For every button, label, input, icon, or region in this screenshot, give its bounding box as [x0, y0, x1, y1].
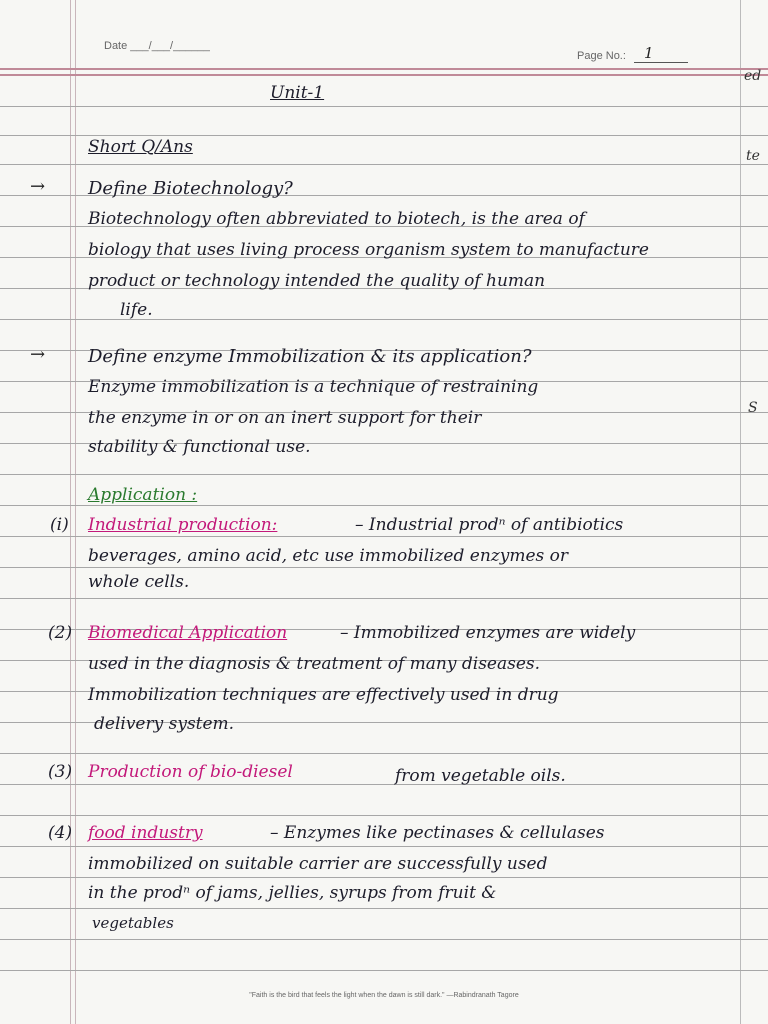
application-line: beverages, amino acid, etc use immobilized enzymes or	[88, 546, 569, 566]
ruled-line	[0, 74, 768, 76]
ruled-line	[0, 846, 768, 847]
application-heading: Application :	[88, 485, 198, 505]
edge-text: ed	[744, 68, 762, 84]
application-line: – Immobilized enzymes are widely	[340, 623, 636, 643]
answer-line: stability & functional use.	[88, 437, 311, 457]
application-line: vegetables	[92, 914, 174, 932]
application-line: delivery system.	[94, 714, 235, 734]
footer-quote: "Faith is the bird that feels the light when the dawn is still dark." —Rabindranath Tagore	[249, 992, 519, 999]
ruled-line	[0, 753, 768, 754]
right-edge-line	[740, 0, 741, 1024]
ruled-line	[0, 598, 768, 599]
question-1: Define Biotechnology?	[88, 178, 293, 199]
application-line: from vegetable oils.	[395, 766, 566, 786]
application-number: (i)	[50, 515, 69, 535]
answer-line: life.	[120, 300, 153, 320]
unit-title: Unit-1	[270, 83, 325, 103]
application-line: – Industrial prodⁿ of antibiotics	[355, 515, 624, 535]
date-label: Date ___/___/______	[104, 40, 210, 52]
application-line: used in the diagnosis & treatment of many diseases.	[88, 654, 541, 674]
application-title: Production of bio-diesel	[88, 762, 293, 782]
ruled-line	[0, 106, 768, 107]
ruled-line	[0, 908, 768, 909]
ruled-line	[0, 784, 768, 785]
application-number: (4)	[48, 823, 73, 843]
answer-line: Biotechnology often abbreviated to biotech, is the area of	[88, 209, 585, 229]
application-line: immobilized on suitable carrier are successfully used	[88, 854, 548, 874]
application-line: in the prodⁿ of jams, jellies, syrups from fruit &	[88, 883, 497, 903]
ruled-line	[0, 164, 768, 165]
application-title: food industry	[88, 823, 203, 843]
answer-line: biology that uses living process organism system to manufacture	[88, 240, 649, 260]
application-line: whole cells.	[88, 572, 190, 592]
answer-line: the enzyme in or on an inert support for their	[88, 408, 482, 428]
page-number-underline	[634, 62, 688, 63]
application-title: Industrial production:	[88, 515, 278, 535]
question-2: Define enzyme Immobilization & its application?	[88, 346, 532, 367]
ruled-line	[0, 319, 768, 320]
section-heading: Short Q/Ans	[88, 137, 193, 157]
ruled-line	[0, 68, 768, 70]
application-line: – Enzymes like pectinases & cellulases	[270, 823, 605, 843]
application-number: (3)	[48, 762, 73, 782]
ruled-line	[0, 970, 768, 971]
answer-line: product or technology intended the quality of human	[88, 271, 546, 291]
edge-text: te	[746, 148, 760, 164]
ruled-line	[0, 939, 768, 940]
ruled-line	[0, 877, 768, 878]
ruled-line	[0, 536, 768, 537]
arrow-icon: →	[30, 176, 46, 197]
application-number: (2)	[48, 623, 73, 643]
margin-line	[70, 0, 71, 1024]
ruled-line	[0, 567, 768, 568]
answer-line: Enzyme immobilization is a technique of restraining	[88, 377, 539, 397]
application-title: Biomedical Application	[88, 623, 288, 643]
application-line: Immobilization techniques are effectively used in drug	[88, 685, 559, 705]
ruled-line	[0, 474, 768, 475]
edge-text: S	[748, 400, 758, 416]
margin-line	[75, 0, 76, 1024]
arrow-icon: →	[30, 344, 46, 365]
page-number-value: 1	[644, 44, 654, 62]
ruled-line	[0, 815, 768, 816]
page-number-label: Page No.:	[577, 50, 626, 62]
